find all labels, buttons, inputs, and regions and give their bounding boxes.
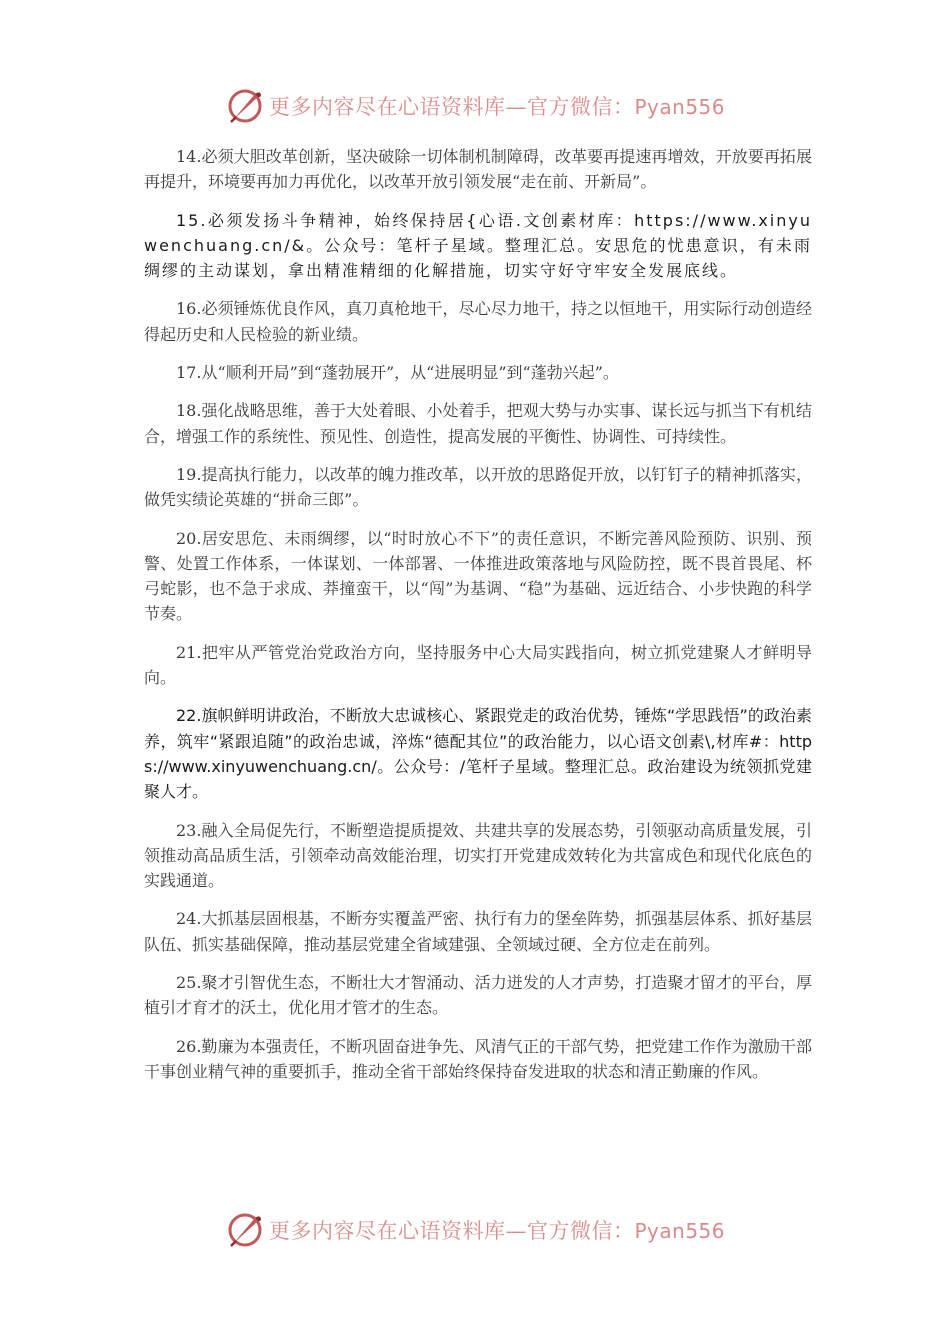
footer-banner-text: 更多内容尽在心语资料库—官方微信：Pyan556 [268, 1219, 725, 1243]
footer-banner-id: Pyan556 [634, 1219, 725, 1243]
paragraph-25: 25.聚才引智优生态，不断壮大才智涌动、活力迸发的人才声势，打造聚才留才的平台，厚植引才育才的沃土，优化用才管才的生态。 [144, 973, 812, 1018]
paragraph-14: 14.必须大胆改革创新，坚决破除一切体制机制障碍，改革要再提速再增效，开放要再拓展再提升，环境要再加力再优化，以改革开放引领发展“走在前、开新局”。 [144, 147, 812, 192]
paragraph-23: 23.融入全局促先行，不断塑造提质提效、共建共享的发展态势，引领驱动高质量发展，引领推动高品质生活，引领牵动高效能治理，切实打开党建成效转化为共富成色和现代化底色的实践通道。 [144, 820, 812, 891]
document-body [144, 144, 812, 1097]
paragraph-17: 17.从“顺利开局”到“蓬勃展开”，从“进展明显”到“蓬勃兴起”。 [176, 363, 619, 383]
quill-logo-icon [225, 1210, 265, 1250]
paragraph-21: 21.把牢从严管党治党政治方向，坚持服务中心大局实践指向，树立抓党建聚人才鲜明导向。 [144, 642, 812, 688]
paragraph-26: 26.勤廉为本强责任，不断巩固奋进争先、风清气正的干部气势，把党建工作作为激励干部干事创业精气神的重要抓手，推动全省干部始终保持奋发进取的状态和清正勤廉的作风。 [144, 1036, 812, 1081]
paragraph-22: 22.旗帜鲜明讲政治，不断放大忠诚核心、紧跟党走的政治优势，锤炼“学思践悟”的政治素养，筑牢“紧跟追随”的政治忠诚，淬炼“德配其位”的政治能力，以心语文创素\,材库#：https://www.xinyuwenchuang.cn/。公众号：/笔杆子星域。整理汇总。政治建设为统领抓党建聚人才。 [144, 706, 812, 802]
header-banner [0, 84, 950, 128]
header-banner-id: Pyan556 [634, 95, 725, 119]
footer-banner [0, 1208, 950, 1252]
paragraph-20: 20.居安思危、未雨绸缪，以“时时放心不下”的责任意识，不断完善风险预防、识别、预警、处置工作体系，一体谋划、一体部署、一体推进政策落地与风险防控，既不畏首畏尾、杯弓蛇影，也不急于求成、莽撞蛮干，以“闯”为基调、“稳”为基础、远近结合、小步快跑的科学节奏。 [144, 528, 812, 624]
paragraph-15: 15.必须发扬斗争精神，始终保持居{心语.文创素材库：https://www.xinyuwenchuang.cn/&。公众号：笔杆子星域。整理汇总。安思危的忧患意识，有未雨绸缪的主动谋划，拿出精准精细的化解措施，切实守好守牢安全发展底线。 [144, 210, 812, 281]
header-banner-text: 更多内容尽在心语资料库—官方微信：Pyan556 [268, 95, 725, 119]
paragraph-19: 19.提高执行能力，以改革的魄力推改革，以开放的思路促开放，以钉钉子的精神抓落实，做凭实绩论英雄的“拼命三郎”。 [144, 464, 812, 510]
paragraph-18: 18.强化战略思维，善于大处着眼、小处着手，把观大势与办实事、谋长远与抓当下有机结合，增强工作的系统性、预见性、创造性，提高发展的平衡性、协调性、可持续性。 [144, 401, 812, 446]
quill-logo-icon [225, 86, 265, 126]
paragraph-16: 16.必须锤炼优良作风，真刀真枪地干，尽心尽力地干，持之以恒地干，用实际行动创造经得起历史和人民检验的新业绩。 [144, 299, 812, 344]
paragraph-24: 24.大抓基层固根基，不断夯实覆盖严密、执行有力的堡垒阵势，抓强基层体系、抓好基层队伍、抓实基础保障，推动基层党建全省域建强、全领域过硬、全方位走在前列。 [144, 909, 812, 954]
